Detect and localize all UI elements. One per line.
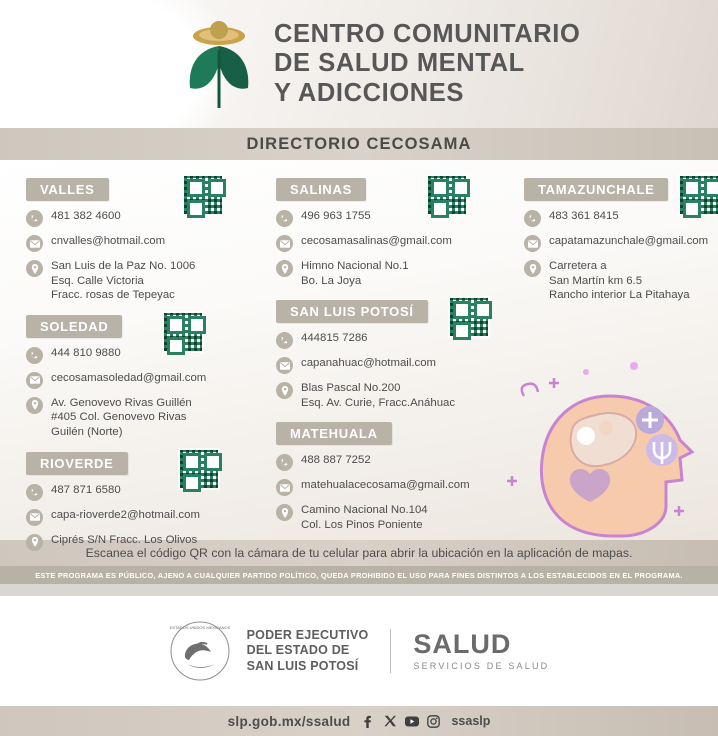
qr-code-rioverde[interactable]	[178, 448, 220, 490]
location-pin-icon	[524, 260, 541, 277]
email-text: capatamazunchale@gmail.com	[549, 235, 709, 247]
directory-body	[0, 160, 718, 546]
page-title	[274, 20, 580, 108]
phone-icon	[26, 210, 43, 227]
envelope-icon	[524, 235, 541, 252]
entry-salinas	[276, 178, 526, 288]
phone-text: 444 810 9880	[51, 346, 121, 359]
qr-code-salinas[interactable]	[426, 174, 468, 216]
email-text: capanahuac@hotmail.com	[301, 357, 437, 370]
cecosama-logo	[176, 16, 262, 112]
mental-health-head-illustration	[494, 356, 704, 546]
address-row	[26, 533, 276, 551]
column-2	[276, 178, 526, 545]
email-text: cecosamasalinas@gmail.com	[301, 235, 452, 247]
poder-ejecutivo-text: PODER EJECUTIVO DEL ESTADO DE SAN LUIS POTOSÍ	[246, 627, 369, 673]
website-link[interactable]: slp.gob.mx/ssalud	[227, 713, 351, 729]
envelope-icon	[26, 509, 43, 526]
svg-text:ESTADOS UNIDOS MEXICANOS: ESTADOS UNIDOS MEXICANOS	[169, 625, 230, 630]
email-row	[276, 234, 526, 252]
address-text: Himno Nacional No.1 Bo. La Joya	[301, 260, 409, 287]
phone-text: 444815 7286	[301, 332, 368, 345]
envelope-icon	[26, 235, 43, 252]
title-line-1: CENTRO COMUNITARIO	[274, 20, 581, 49]
location-pin-icon	[26, 397, 43, 414]
email-text: capa-rioverde2@hotmail.com	[51, 508, 200, 521]
envelope-icon	[276, 235, 293, 252]
address-row	[276, 259, 526, 288]
qr-code-san-luis-potosi[interactable]	[448, 296, 490, 338]
phone-text: 483 361 8415	[549, 210, 619, 222]
address-row	[26, 396, 276, 440]
city-label-san-luis-potosi: SAN LUIS POTOSÍ	[276, 300, 428, 323]
address-text: Blas Pascal No.200 Esq. Av. Curie, Fracc.Anáhuac	[301, 382, 456, 409]
header	[0, 0, 718, 128]
email-row	[524, 234, 714, 252]
address-text: Ciprés S/N Fracc. Los Olivos	[51, 533, 198, 546]
email-row	[26, 508, 276, 526]
qr-code-soledad[interactable]	[162, 311, 204, 353]
title-line-3: Y ADICCIONES	[274, 78, 464, 107]
email-text: matehualacecosama@gmail.com	[301, 479, 470, 492]
city-label-soledad: SOLEDAD	[26, 315, 122, 338]
directory-bar	[0, 128, 718, 160]
salud-title: SALUD	[413, 629, 512, 659]
qr-code-tamazunchale[interactable]	[678, 174, 718, 216]
location-pin-icon	[276, 260, 293, 277]
email-row	[276, 478, 526, 496]
phone-row	[26, 483, 276, 501]
entry-soledad	[26, 315, 276, 440]
phone-icon	[524, 210, 541, 227]
phone-icon	[26, 347, 43, 364]
address-text: Camino Nacional No.104 Col. Los Pinos Poniente	[301, 504, 428, 531]
legal-note-bar	[0, 566, 718, 584]
city-label-valles: VALLES	[26, 178, 109, 201]
column-3	[524, 178, 714, 315]
phone-row	[26, 346, 276, 364]
phone-text: 496 963 1755	[301, 210, 371, 222]
entry-matehuala	[276, 422, 526, 532]
divider-strip	[0, 584, 718, 596]
salud-subtitle: SERVICIOS DE SALUD	[413, 661, 550, 671]
phone-icon	[276, 332, 293, 349]
envelope-icon	[276, 357, 293, 374]
address-text: San Luis de la Paz No. 1006 Esq. Calle Victoria Fracc. rosas de Tepeyac	[51, 260, 196, 302]
column-1	[26, 178, 276, 563]
email-text: cnvalles@hotmail.com	[51, 235, 166, 247]
email-row	[26, 234, 276, 252]
phone-row	[276, 209, 526, 227]
qr-code-valles[interactable]	[182, 174, 224, 216]
city-label-tamazunchale: TAMAZUNCHALE	[524, 178, 668, 201]
bottom-bar	[0, 706, 718, 736]
entry-valles	[26, 178, 276, 303]
phone-row	[276, 453, 526, 471]
social-handle: ssaslp	[451, 714, 491, 728]
envelope-icon	[276, 479, 293, 496]
legal-note-text: ESTE PROGRAMA ES PÚBLICO, AJENO A CUALQUIER PARTIDO POLÍTICO, QUEDA PROHIBIDO EL USO PARA FINES DISTINTOS A LOS ESTABLECIDOS EN EL PROGRAMA.	[35, 570, 683, 580]
email-row	[26, 371, 276, 389]
x-twitter-icon[interactable]	[382, 714, 397, 729]
entry-tamazunchale	[524, 178, 714, 303]
phone-text: 481 382 4600	[51, 210, 121, 222]
location-pin-icon	[276, 504, 293, 521]
youtube-icon[interactable]	[404, 714, 419, 729]
entry-san-luis-potosi	[276, 300, 526, 410]
envelope-icon	[26, 372, 43, 389]
phone-text: 487 871 6580	[51, 483, 121, 496]
government-footer	[0, 596, 718, 706]
directory-bar-label: DIRECTORIO CECOSAMA	[246, 134, 472, 153]
address-row	[26, 259, 276, 303]
salud-logo	[413, 631, 549, 671]
facebook-icon[interactable]	[360, 714, 375, 729]
city-label-rioverde: RIOVERDE	[26, 452, 128, 475]
address-text: Carretera a San Martín km 6.5 Rancho interior La Pitahaya	[549, 260, 690, 302]
location-pin-icon	[26, 260, 43, 277]
footer-divider	[390, 629, 391, 673]
city-label-matehuala: MATEHUALA	[276, 422, 392, 445]
phone-icon	[26, 484, 43, 501]
address-text: Av. Genovevo Rivas Guillén #405 Col. Genovevo Rivas Guilén (Norte)	[51, 396, 192, 438]
mexican-coat-of-arms-icon	[169, 620, 231, 682]
entry-rioverde	[26, 452, 276, 551]
title-line-2: DE SALUD MENTAL	[274, 49, 525, 78]
city-label-salinas: SALINAS	[276, 178, 366, 201]
address-row	[276, 503, 526, 532]
phone-icon	[276, 454, 293, 471]
address-row	[524, 259, 714, 303]
location-pin-icon	[276, 382, 293, 399]
email-row	[276, 356, 526, 374]
phone-icon	[276, 210, 293, 227]
phone-row	[26, 209, 276, 227]
phone-text: 488 887 7252	[301, 454, 371, 467]
address-row	[276, 381, 526, 410]
scan-note-text: Escanea el código QR con la cámara de tu celular para abrir la ubicación en la aplicación de mapas.	[85, 546, 633, 560]
social-icons	[360, 714, 441, 729]
email-text: cecosamasoledad@gmail.com	[51, 371, 207, 384]
instagram-icon[interactable]	[426, 714, 441, 729]
location-pin-icon	[26, 534, 43, 551]
